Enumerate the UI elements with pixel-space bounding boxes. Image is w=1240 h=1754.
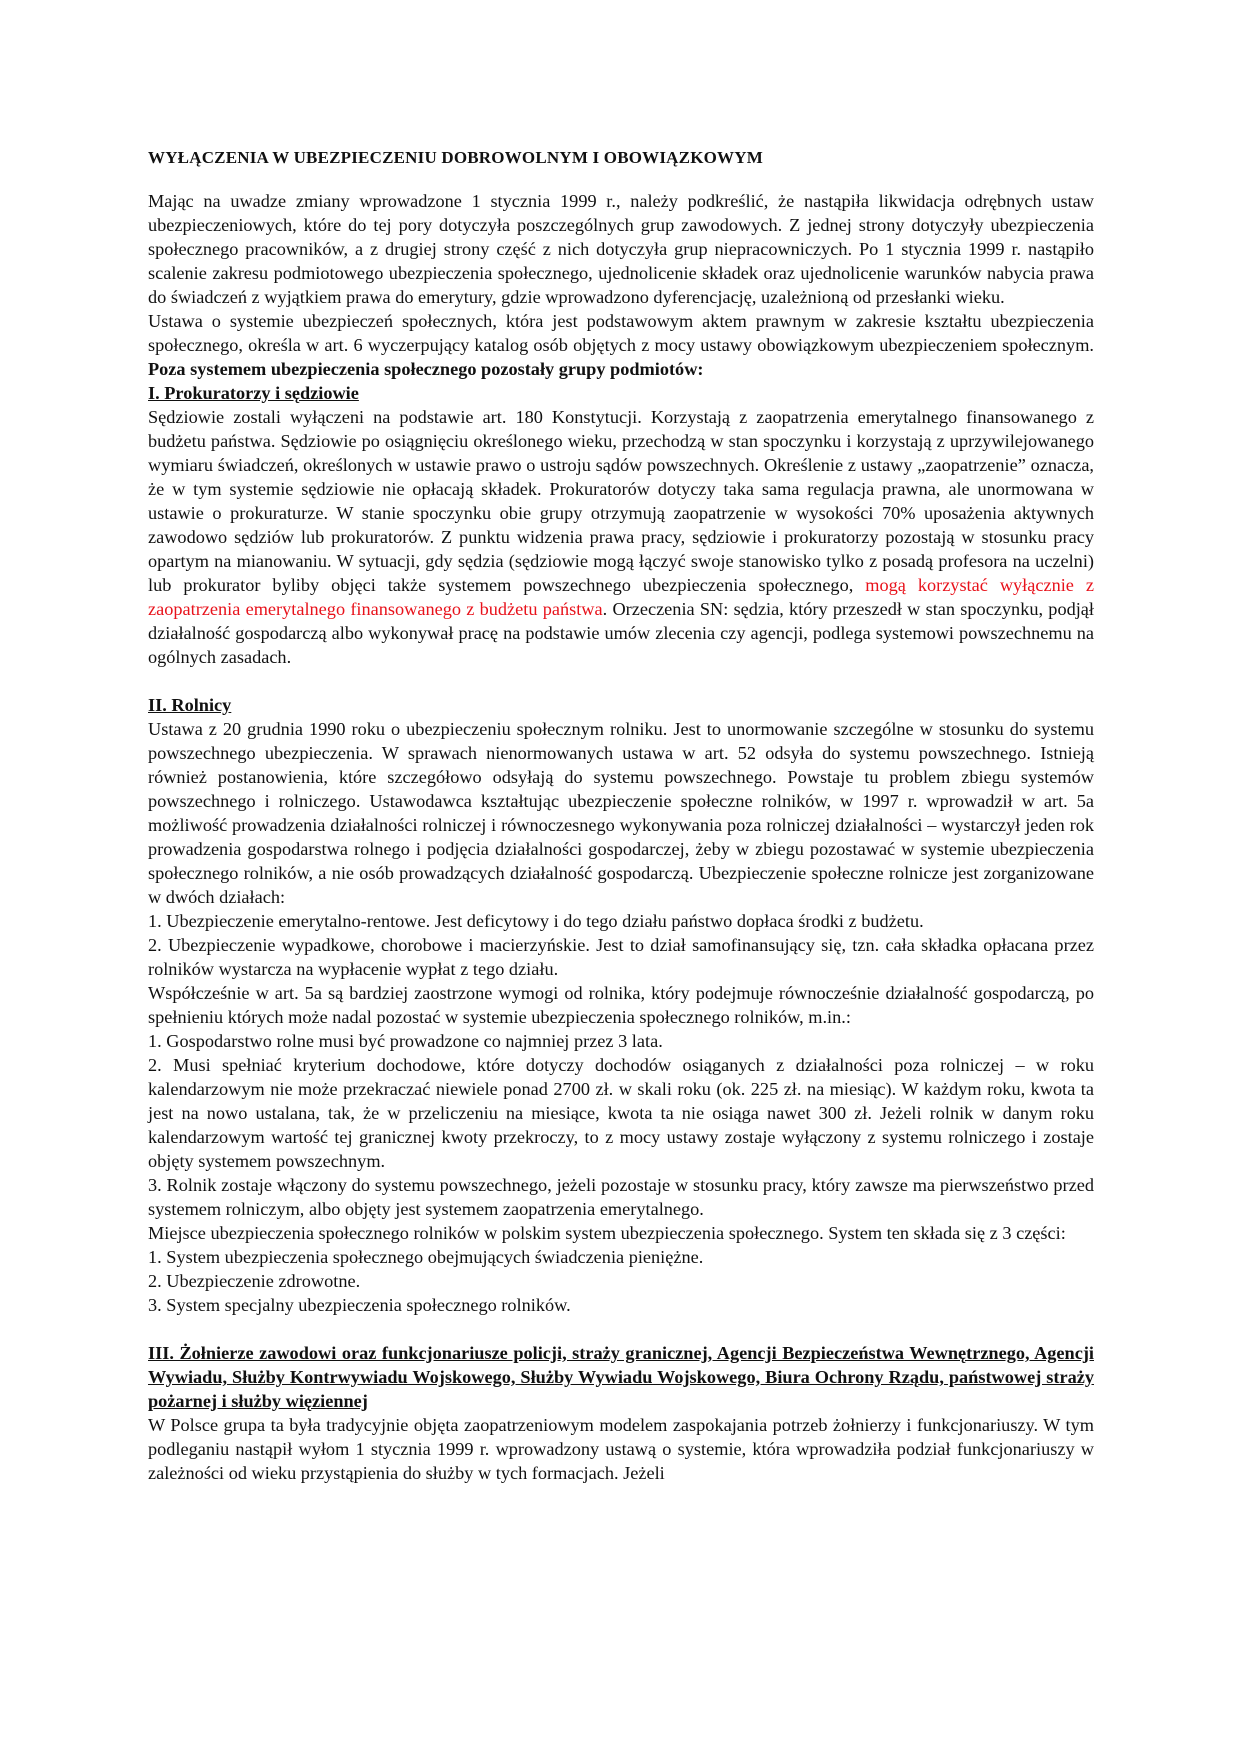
intro-paragraph-2-text: Ustawa o systemie ubezpieczeń społecznych, która jest podstawowym aktem prawnym w zakresie kształtu ubezpieczenia społecznego, określa w art. 6 wyczerpujący katalog osób objętych z mocy ustawy obowiązkowym ubezpieczeniem społecznym. bbox=[148, 311, 1094, 355]
document-title: WYŁĄCZENIA W UBEZPIECZENIU DOBROWOLNYM I OBOWIĄZKOWYM bbox=[148, 148, 763, 167]
farmers-requirement-1: 1. Gospodarstwo rolne musi być prowadzone co najmniej przez 3 lata. bbox=[148, 1031, 663, 1051]
farmers-requirement-2: 2. Musi spełniać kryterium dochodowe, które dotyczy dochodów osiąganych z działalności poza rolniczej – w roku kalendarzowym nie może przekraczać niewiele ponad 2700 zł. w skali roku (ok. 225 zł. na miesiąc). W każdym roku, kwota ta jest na nowo ustalana, tak, że w przeliczeniu na miesiące, kwota ta nie osiąga nawet 300 zł. Jeżeli rolnik w danym roku kalendarzowym wartość tej granicznej kwoty przekroczy, to z mocy ustawy zostaje wyłączony z systemu rolniczego i zostaje objęty systemem powszechnym. bbox=[148, 1055, 1094, 1171]
farmers-list-item-1: 1. Ubezpieczenie emerytalno-rentowe. Jest deficytowy i do tego działu państwo dopłaca środki z budżetu. bbox=[148, 911, 924, 931]
farmers-system-part-2: 2. Ubezpieczenie zdrowotne. bbox=[148, 1271, 361, 1291]
farmers-paragraph-3: Miejsce ubezpieczenia społecznego rolników w polskim system ubezpieczenia społecznego. System ten składa się z 3 części: bbox=[148, 1223, 1066, 1243]
section-judges-paragraph bbox=[148, 405, 1094, 669]
farmers-system-part-3: 3. System specjalny ubezpieczenia społecznego rolników. bbox=[148, 1295, 571, 1315]
section-judges-text-a: Sędziowie zostali wyłączeni na podstawie art. 180 Konstytucji. Korzystają z zaopatrzenia emerytalnego finansowanego z budżetu państwa. Sędziowie po osiągnięciu określonego wieku, przechodzą w stan spoczynku i korzystają z uprzywilejowanego wymiaru świadczeń, określonych w ustawie prawo o ustroju sądów powszechnych. Określenie z ustawy „zaopatrzenie” oznacza, że w tym systemie sędziowie nie opłacają składek. Prokuratorów dotyczy taka sama regulacja prawna, ale unormowana w ustawie o prokuraturze. W stanie spoczynku obie grupy otrzymują zaopatrzenie w wysokości 70% uposażenia aktywnych zawodowo sędziów lub prokuratorów. Z punktu widzenia prawa pracy, sędziowie i prokuratorzy pozostają w stosunku pracy opartym na mianowaniu. W sytuacji, gdy sędzia (sędziowie mogą łączyć swoje stanowisko tylko z posadą profesora na uczelni) lub prokurator byliby objęci także systemem powszechnego ubezpieczenia społecznego, bbox=[148, 407, 1094, 595]
section-heading-judges: I. Prokuratorzy i sędziowie bbox=[148, 383, 359, 403]
section-heading-soldiers: III. Żołnierze zawodowi oraz funkcjonariusze policji, straży granicznej, Agencji Bezpieczeństwa Wewnętrznego, Agencji Wywiadu, Służby Kontrwywiadu Wojskowego, Służby Wywiadu Wojskowego, Biura Ochrony Rządu, państwowej straży pożarnej i służby więziennej bbox=[148, 1343, 1094, 1411]
intro-paragraph-1: Mając na uwadze zmiany wprowadzone 1 stycznia 1999 r., należy podkreślić, że nastąpiła likwidacja odrębnych ustaw ubezpieczeniowych, które do tej pory dotyczyła poszczególnych grup zawodowych. Z jednej strony dotyczyły ubezpieczenia społecznego pracowników, a z drugiej strony część z nich dotyczyła grup niepracowniczych. Po 1 stycznia 1999 r. nastąpiło scalenie zakresu podmiotowego ubezpieczenia społecznego, ujednolicenie składek oraz ujednolicenie warunków nabycia prawa do świadczeń z wyjątkiem prawa do emerytury, gdzie wprowadzono dyferencjację, uzależnioną od przesłanki wieku. bbox=[148, 191, 1094, 307]
soldiers-paragraph-1: W Polsce grupa ta była tradycyjnie objęta zaopatrzeniowym modelem zaspokajania potrzeb żołnierzy i funkcjonariuszy. W tym podleganiu nastąpił wyłom 1 stycznia 1999 r. wprowadzony ustawą o systemie, która wprowadziła podział funkcjonariuszy w zależności od wieku przystąpienia do służby w tych formacjach. Jeżeli bbox=[148, 1415, 1094, 1483]
farmers-list-item-2: 2. Ubezpieczenie wypadkowe, chorobowe i macierzyńskie. Jest to dział samofinansujący się, tzn. cała składka opłacana przez rolników wystarcza na wypłacenie wypłat z tego działu. bbox=[148, 935, 1094, 979]
farmers-requirement-3: 3. Rolnik zostaje włączony do systemu powszechnego, jeżeli pozostaje w stosunku pracy, który zawsze ma pierwszeństwo przed systemem rolniczym, albo objęty jest systemem zaopatrzenia emerytalnego. bbox=[148, 1175, 1094, 1219]
section-heading-farmers: II. Rolnicy bbox=[148, 695, 232, 715]
section-judges-text-b: . Orzeczenia SN: sędzia, który przeszedł w stan spoczynku, podjął działalność gospodarczą albo wykonywał pracę na podstawie umów zlecenia czy agencji, podlega systemowi powszechnemu na ogólnych zasadach. bbox=[148, 599, 1094, 667]
document-page bbox=[148, 146, 1094, 1485]
farmers-paragraph-2: Współcześnie w art. 5a są bardziej zaostrzone wymogi od rolnika, który podejmuje równocześnie działalność gospodarczą, po spełnieniu których może nadal pozostać w systemie ubezpieczenia społecznego rolników, m.in.: bbox=[148, 983, 1094, 1027]
intro-paragraph-2 bbox=[148, 309, 1094, 381]
section-judges-highlight: mogą korzystać wyłącznie z zaopatrzenia emerytalnego finansowanego z budżetu państwa bbox=[148, 575, 1094, 619]
intro-paragraph-2-bold: Poza systemem ubezpieczenia społecznego pozostały grupy podmiotów: bbox=[148, 359, 704, 379]
farmers-paragraph-1: Ustawa z 20 grudnia 1990 roku o ubezpieczeniu społecznym rolniku. Jest to unormowanie szczególne w stosunku do systemu powszechnego ubezpieczenia. W sprawach nienormowanych ustawa w art. 52 odsyła do systemu powszechnego. Istnieją również postanowienia, które szczegółowo odsyłają do systemu powszechnego. Powstaje tu problem zbiegu systemów powszechnego i rolniczego. Ustawodawca kształtując ubezpieczenie społeczne rolników, w 1997 r. wprowadził w art. 5a możliwość prowadzenia działalności rolniczej i równoczesnego wykonywania poza rolniczej działalności – wystarczył jeden rok prowadzenia gospodarstwa rolnego i podjęcia działalności gospodarczej, żeby w zbiegu pozostawać w systemie ubezpieczenia społecznego rolników, a nie osób prowadzących działalność gospodarczą. Ubezpieczenie społeczne rolnicze jest zorganizowane w dwóch działach: bbox=[148, 719, 1094, 907]
farmers-system-part-1: 1. System ubezpieczenia społecznego obejmujących świadczenia pieniężne. bbox=[148, 1247, 704, 1267]
